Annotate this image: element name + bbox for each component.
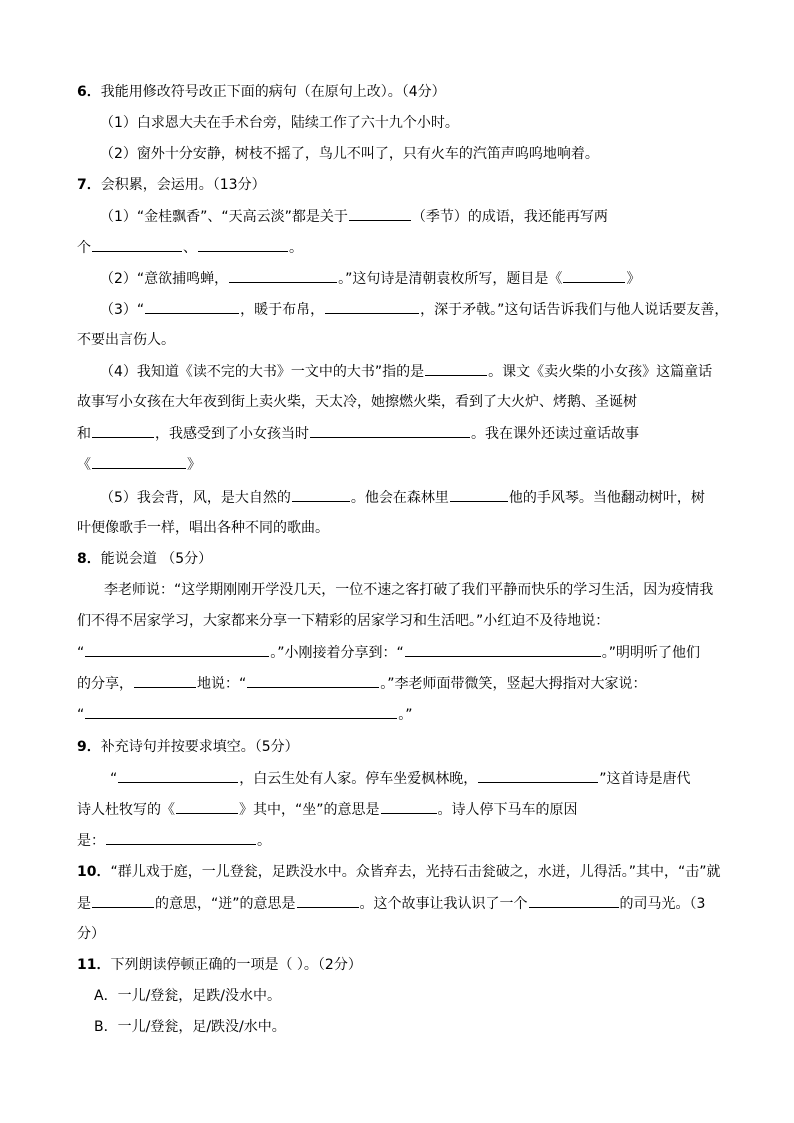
q7-p3-text-c: ，深于矛戟。”这句话告诉我们与他人说话要友善， (420, 302, 729, 318)
q6-stem (77, 82, 446, 102)
q9-line2 (77, 799, 578, 820)
q7-p2-blank-title[interactable] (563, 268, 625, 283)
q10-text-1: “群儿戏于庭，一儿登瓮，足跌没水中。众皆弃去，光持石击瓮破之，水迸，儿得活。”其中，“击”就 (110, 864, 721, 880)
q9-blank-reason[interactable] (106, 830, 256, 845)
q9-stem (77, 737, 299, 757)
q7-p1-text-e: 。 (289, 240, 303, 256)
q9-l1-text-c: ”这首诗是唐代 (599, 771, 691, 787)
q7-p4-text-d: 和 (77, 426, 91, 442)
q7-p3-text-a: （3）“ (100, 302, 145, 318)
q7-p4-text-a: （4）我知道《读不完的大书》一文中的大书”指的是 (100, 364, 425, 380)
q9-l2-text-c: 。诗人停下马车的原因 (437, 802, 578, 818)
q9-l3-text-b: 。 (257, 833, 271, 849)
q7-p5-blank-1[interactable] (292, 487, 350, 502)
q7-p4-text-g: 《 (77, 457, 91, 473)
q7-part3-line1 (100, 299, 728, 320)
q9-l3-text-a: 是： (77, 833, 105, 849)
q7-part1-line2 (77, 237, 303, 258)
q7-p2-text-c: 》 (626, 271, 641, 287)
q9-number: 9． (77, 739, 101, 755)
q6-text: 我能用修改符号改正下面的病句（在原句上改）。（4分） (100, 84, 446, 100)
q7-p4-blank-story[interactable] (92, 454, 186, 469)
q11-stem (77, 955, 362, 975)
q8-line2: 们不得不居家学习，大家都来分享一下精彩的居家学习和生活吧。”小红迫不及待地说： (77, 613, 610, 629)
q7-p2-blank-poem[interactable] (229, 268, 337, 283)
q7-p4-blank-feeling[interactable] (310, 423, 470, 438)
q7-part3-line2: 不要出言伤人。 (77, 332, 175, 348)
q8-text: 能说会道 （5分） (100, 551, 213, 567)
q9-blank-line1[interactable] (118, 768, 238, 783)
q8-line3 (77, 642, 700, 663)
q8-blank-xiaohong[interactable] (85, 642, 269, 657)
q10-l2-text-d: 的司马光。（3 (619, 896, 706, 912)
q9-blank-title[interactable] (176, 799, 238, 814)
q9-line3 (77, 830, 271, 851)
q11-option-a[interactable]: A．一儿/登瓮，足跌/没水中。 (94, 988, 282, 1004)
q8-l3-text-c: 。”明明听了他们 (601, 645, 701, 661)
q8-line4 (77, 673, 647, 694)
q7-p1-text-c: 个 (77, 240, 91, 256)
q7-p1-blank-idiom-1[interactable] (92, 237, 182, 252)
q9-text: 补充诗句并按要求填空。（5分） (100, 739, 299, 755)
q8-l5-text-b: 。” (398, 707, 413, 723)
q10-line1 (77, 862, 721, 882)
q8-blank-teacher[interactable] (85, 704, 397, 719)
q7-p4-text-f: 。我在课外还读过童话故事 (471, 426, 639, 442)
q7-p4-text-b: 。课文《卖火柴的小女孩》这篇童话 (488, 364, 713, 380)
q7-part2 (100, 268, 640, 289)
q9-l2-text-b: 》其中，“坐”的意思是 (239, 802, 380, 818)
q7-p5-blank-2[interactable] (450, 487, 508, 502)
q8-number: 8． (77, 551, 101, 567)
q8-blank-xiaogang[interactable] (405, 642, 601, 657)
q7-p4-blank-book[interactable] (425, 361, 487, 376)
q11-option-b[interactable]: B．一儿/登瓮，足/跌没/水中。 (94, 1019, 286, 1035)
q7-part4-line2: 故事写小女孩在大年夜到街上卖火柴，天太冷，她擦燃火柴，看到了大火炉、烤鹅、圣诞树 (77, 394, 637, 410)
q7-p4-blank-item[interactable] (92, 423, 154, 438)
q7-p5-text-b: 。他会在森林里 (350, 490, 449, 506)
q8-l3-text-b: 。”小刚接着分享到：“ (270, 645, 404, 661)
q7-p1-text-d: 、 (183, 240, 197, 256)
q8-line1: 李老师说：“这学期刚刚开学没几天，一位不速之客打破了我们平静而快乐的学习生活，因为疫情我 (104, 582, 714, 598)
q6-sentence-1: （1）白求恩大夫在手术台旁，陆续工作了六十九个小时。 (100, 115, 459, 131)
q10-blank-ji[interactable] (92, 893, 154, 908)
q7-text: 会积累，会运用。（13分） (100, 177, 266, 193)
q7-p2-text-b: 。”这句诗是清朝袁枚所写，题目是《 (338, 271, 563, 287)
q10-l2-text-c: 。这个故事让我认识了一个 (359, 896, 528, 912)
q8-stem (77, 549, 212, 569)
q10-l2-text-b: 的意思，“迸”的意思是 (155, 896, 296, 912)
q7-p1-blank-idiom-2[interactable] (198, 237, 288, 252)
q8-l5-text-a: “ (77, 707, 85, 723)
q7-part5-line2: 叶便像歌手一样，唱出各种不同的歌曲。 (77, 520, 329, 536)
q7-p1-text-b: （季节）的成语，我还能再写两 (411, 209, 608, 225)
q7-p1-blank-season[interactable] (349, 206, 411, 221)
q7-number: 7． (77, 177, 101, 193)
q7-p5-text-c: 他的手风琴。当他翻动树叶，树 (508, 490, 705, 506)
q7-part4-line4 (77, 454, 201, 475)
q7-p5-text-a: （5）我会背，风，是大自然的 (100, 490, 291, 506)
q7-part4-line3 (77, 423, 639, 444)
q11-number: 11． (77, 957, 111, 973)
q8-l4-text-c: 。”李老师面带微笑，竖起大拇指对大家说： (380, 676, 647, 692)
q8-blank-manner[interactable] (134, 673, 196, 688)
q7-p3-blank-1[interactable] (145, 299, 239, 314)
q8-line5 (77, 704, 413, 725)
q10-line2 (77, 893, 705, 914)
q7-part4-line1 (100, 361, 712, 382)
q7-stem (77, 175, 266, 195)
q9-blank-line4[interactable] (478, 768, 598, 783)
q7-p1-text-a: （1）“金桂飘香”、“天高云淡”都是关于 (100, 209, 348, 225)
q8-l3-text-a: “ (77, 645, 85, 661)
q7-part5-line1 (100, 487, 705, 508)
q7-p4-text-e: ，我感受到了小女孩当时 (155, 426, 309, 442)
q9-l1-text-a: “ (110, 771, 118, 787)
q10-l2-text-a: 是 (77, 896, 91, 912)
q6-number: 6． (77, 84, 101, 100)
q9-l1-text-b: ，白云生处有人家。停车坐爱枫林晚， (239, 771, 478, 787)
q8-l4-text-a: 的分享， (77, 676, 133, 692)
q7-p2-text-a: （2）“意欲捕鸣蝉， (100, 271, 229, 287)
q9-l2-text-a: 诗人杜牧写的《 (77, 802, 175, 818)
q11-text: 下列朗读停顿正确的一项是（ ）。（2分） (110, 957, 362, 973)
q7-p3-blank-2[interactable] (325, 299, 419, 314)
q7-p4-text-h: 》 (187, 457, 201, 473)
q7-p3-text-b: ，暖于布帛， (240, 302, 325, 318)
q7-part1-line1 (100, 206, 608, 227)
q6-sentence-2: （2）窗外十分安静，树枝不摇了，鸟儿不叫了，只有火车的汽笛声呜呜地响着。 (100, 146, 599, 162)
q9-line1 (110, 768, 691, 789)
q9-blank-meaning[interactable] (381, 799, 437, 814)
q10-number: 10． (77, 864, 111, 880)
q10-line3: 分） (77, 926, 105, 942)
q10-blank-trait[interactable] (529, 893, 619, 908)
q10-blank-beng[interactable] (297, 893, 359, 908)
q8-l4-text-b: 地说：“ (197, 676, 247, 692)
q8-blank-mingming[interactable] (247, 673, 379, 688)
